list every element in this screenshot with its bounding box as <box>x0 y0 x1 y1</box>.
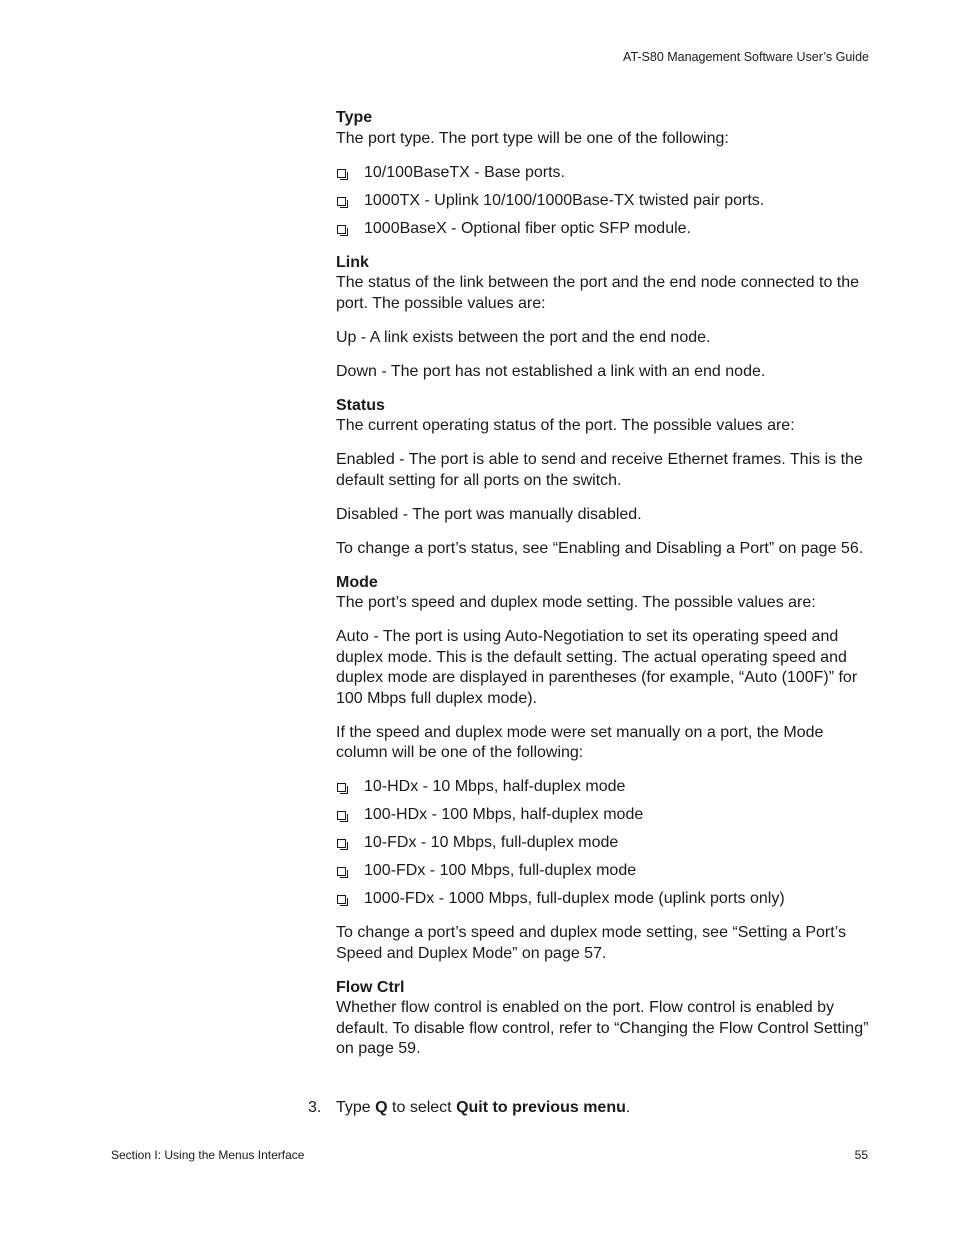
footer-section: Section I: Using the Menus Interface <box>111 1148 305 1162</box>
term-status: Status <box>336 396 385 414</box>
status-disabled: Disabled - The port was manually disabled. <box>336 505 642 523</box>
list-item: 10-HDx - 10 Mbps, half-duplex mode <box>336 777 871 798</box>
status-description: The current operating status of the port. The possible values are: <box>336 417 795 434</box>
checkbox-bullet-icon <box>337 867 346 876</box>
checkbox-bullet-icon <box>337 197 346 206</box>
checkbox-bullet-icon <box>337 895 346 904</box>
step-number: 3. <box>308 1099 322 1116</box>
mode-manual: If the speed and duplex mode were set manually on a port, the Mode column will be one of the following: <box>336 723 824 761</box>
type-list <box>336 163 871 240</box>
mode-change-note: To change a port’s speed and duplex mode setting, see “Setting a Port’s Speed and Duplex Mode” on page 57. <box>336 924 846 962</box>
list-item: 100-FDx - 100 Mbps, full-duplex mode <box>336 861 871 882</box>
list-item: 1000BaseX - Optional fiber optic SFP module. <box>336 219 871 240</box>
checkbox-bullet-icon <box>337 783 346 792</box>
mode-list <box>336 777 871 910</box>
main-content <box>336 108 871 1073</box>
list-item: 1000-FDx - 1000 Mbps, full-duplex mode (uplink ports only) <box>336 889 871 910</box>
step-3: 3. Type Q to select Quit to previous menu. <box>308 1098 630 1119</box>
checkbox-bullet-icon <box>337 225 346 234</box>
link-down: Down - The port has not established a link with an end node. <box>336 362 766 380</box>
flow-description: Whether flow control is enabled on the port. Flow control is enabled by default. To disable flow control, refer to “Changing the Flow Control Setting” on page 59. <box>336 999 869 1057</box>
checkbox-bullet-icon <box>337 811 346 820</box>
term-mode: Mode <box>336 573 378 591</box>
checkbox-bullet-icon <box>337 169 346 178</box>
checkbox-bullet-icon <box>337 839 346 848</box>
status-change-note: To change a port’s status, see “Enabling and Disabling a Port” on page 56. <box>336 539 864 557</box>
running-header: AT-S80 Management Software User’s Guide <box>623 50 869 64</box>
list-item: 1000TX - Uplink 10/100/1000Base-TX twisted pair ports. <box>336 191 871 212</box>
menu-option-quit: Quit to previous menu <box>456 1099 626 1116</box>
link-up: Up - A link exists between the port and the end node. <box>336 328 711 346</box>
key-q: Q <box>375 1099 388 1116</box>
mode-auto: Auto - The port is using Auto-Negotiation to set its operating speed and duplex mode. This is the default setting. The actual operating speed and duplex mode are displayed in parentheses (for example, “Auto (100F)” for 100 Mbps full duplex mode). <box>336 628 858 707</box>
term-link: Link <box>336 253 369 271</box>
page-number: 55 <box>854 1148 868 1162</box>
term-type: Type <box>336 109 373 126</box>
list-item: 10-FDx - 10 Mbps, full-duplex mode <box>336 833 871 854</box>
status-enabled: Enabled - The port is able to send and receive Ethernet frames. This is the default setting for all ports on the switch. <box>336 451 863 489</box>
term-flow-ctrl: Flow Ctrl <box>336 978 405 996</box>
mode-description: The port’s speed and duplex mode setting. The possible values are: <box>336 594 816 611</box>
list-item: 10/100BaseTX - Base ports. <box>336 163 871 184</box>
type-description: The port type. The port type will be one of the following: <box>336 129 729 147</box>
link-description: The status of the link between the port and the end node connected to the port. The possible values are: <box>336 274 860 312</box>
list-item: 100-HDx - 100 Mbps, half-duplex mode <box>336 805 871 826</box>
